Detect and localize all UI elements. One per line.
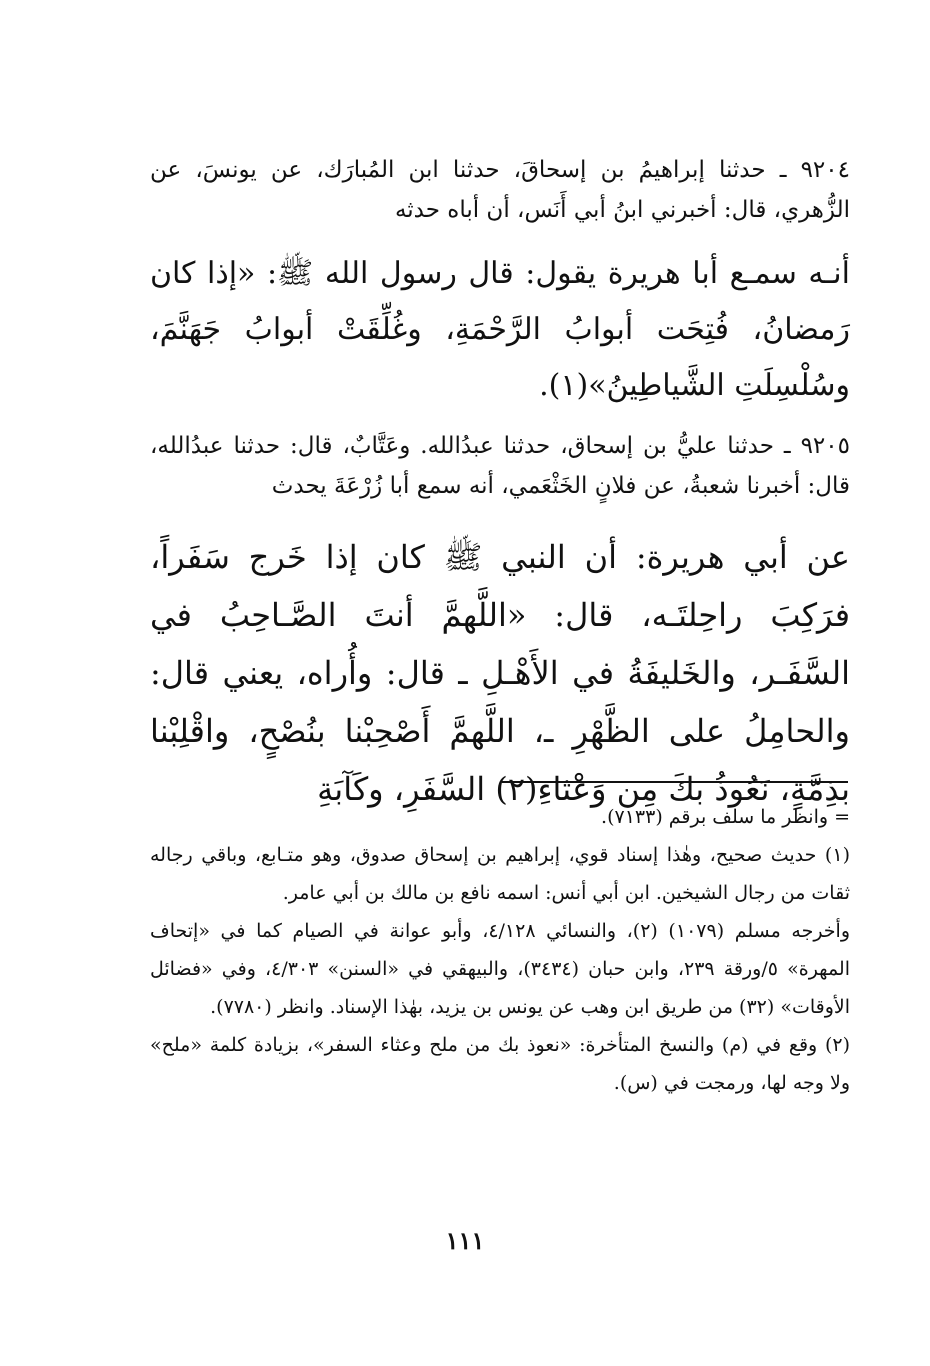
hadith-9205-matn: عن أبي هريرة: أن النبي ﷺ كان إذا خَرج سَفَراً، فرَكِبَ راحِلتَـه، قال: «اللَّهمَّ أنتَ الصَّـاحِبُ في السَّفَـر، والخَليفَةُ في الأَهْـلِ ـ قال: وأُراه، يعني قال: والحامِلُ على الظَّهْرِ ـ، اللَّهمَّ أَصْحِبْنا بنُصْحٍ، واقْلِبْنا بذِمَّةٍ، نَعُوذُ بكَ مِن وَعْثاءِ(٢) السَّفَرِ، وكَآبَةِ: [150, 538, 850, 808]
footnote-1: (١) حديث صحيح، وهٰذا إسناد قوي، إبراهيم بن إسحاق صدوق، وهو متـابع، وباقي رجاله ثقات من رجال الشيخين. ابن أبي أنس: اسمه نافع بن مالك بن أبي عامر.: [150, 844, 850, 904]
hadith-9205-isnad: ٩٢٠٥ ـ حدثنا عليُّ بن إسحاق، حدثنا عبدُالله. وعَتَّابٌ، قال: حدثنا عبدُالله، قال: أخبرنا شعبةُ، عن فلانٍ الخَثْعَمي، أنه سمع أبا زُرْعَةَ يحدث: [150, 433, 850, 499]
footnote-1-references: وأخرجه مسلم (١٠٧٩) (٢)، والنسائي ٤/١٢٨، وأبو عوانة في الصيام كما في «إتحاف المهرة» ٥/ورقة ٢٣٩، وابن حبان (٣٤٣٤)، والبيهقي في «السنن» ٤/٣٠٣، وفي «فضائل الأوقات» (٣٢) من طريق ابن وهب عن يونس بن يزيد، بهٰذا الإسناد. وانظر (٧٧٨٠).: [150, 920, 851, 1018]
footnote-separator: [502, 781, 848, 783]
hadith-9204-matn: أنـه سمـع أبا هريرة يقول: قال رسول الله ﷺ: «إذا كان رَمضانُ، فُتِحَت أبوابُ الرَّحْمَةِ، وغُلِّقَتْ أبوابُ جَهَنَّمَ، وسُلْسِلَتِ الشَّياطِينُ»(١).: [150, 256, 850, 403]
footnote-2: (٢) وقع في (م) والنسخ المتأخرة: «نعوذ بك من ملح وعثاء السفر»، بزيادة كلمة «ملح» ولا وجه لها، ورمجت في (س).: [150, 1034, 850, 1094]
footnote-continuation: = وانظر ما سلف برقم (٧١٣٣).: [601, 806, 850, 828]
hadith-9204-isnad: ٩٢٠٤ ـ حدثنا إبراهيمُ بن إسحاقَ، حدثنا ابن المُبارَك، عن يونسَ، عن الزُّهري، قال: أخبرني ابنُ أبي أَنَس، أن أباه حدثه: [150, 157, 850, 223]
footnotes: [150, 798, 850, 1102]
page-number: ١١١: [445, 1226, 485, 1255]
